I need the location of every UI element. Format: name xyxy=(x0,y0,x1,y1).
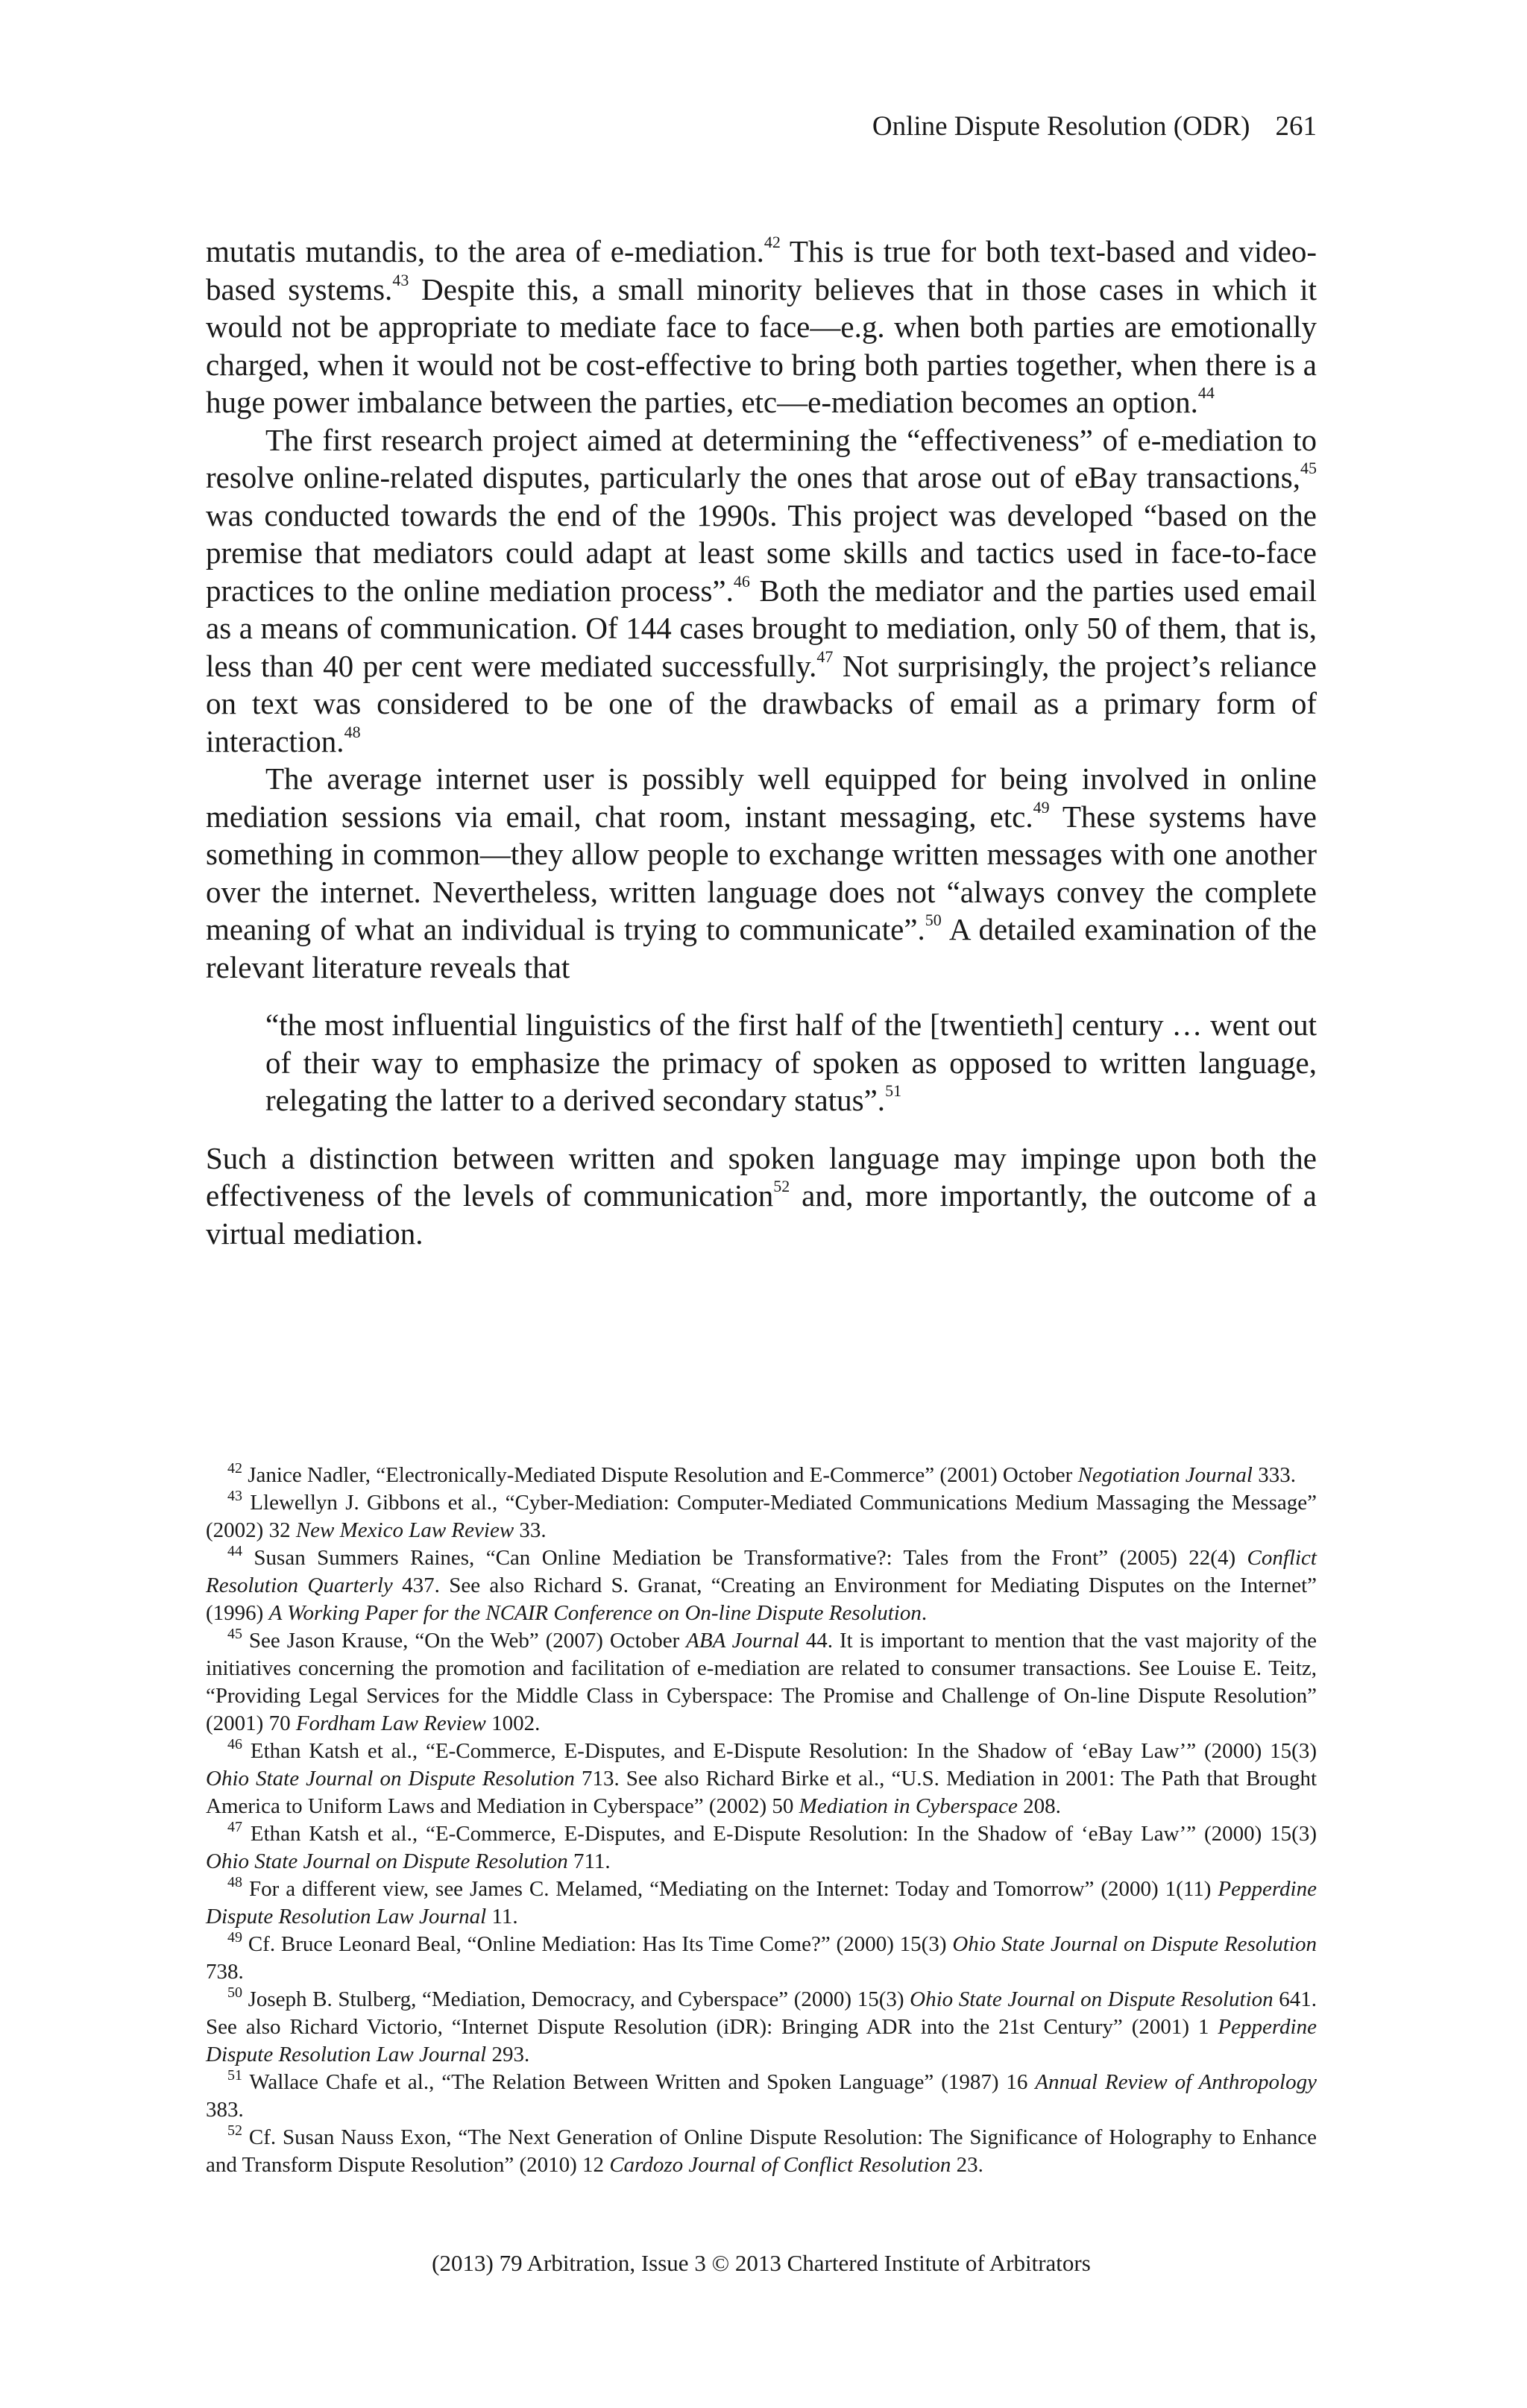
text-run: “the most influential linguistics of the first half of the [twentieth] century … went out of their way to emphasize the primacy of spoken as opposed to written language, relegating the latter to a derived secondary status”. xyxy=(265,1007,1317,1117)
footnote-italic: Ohio State Journal on Dispute Resolution xyxy=(206,1849,568,1873)
footnote-50 xyxy=(206,1986,1317,2069)
footnote-italic: Mediation in Cyberspace xyxy=(799,1794,1018,1818)
text-run: and, more importantly, the outcome of a virtual mediation. xyxy=(206,1178,1317,1251)
footnote-text: 641. See also Richard Victorio, “Internet Dispute Resolution (iDR): Bringing ADR into the 21st Century” (2001) 1 xyxy=(206,1987,1317,2039)
footnote-italic: Ohio State Journal on Dispute Resolution xyxy=(206,1767,575,1791)
footnote-italic: Conflict Resolution Quarterly xyxy=(206,1546,1317,1597)
footnote-number: 42 xyxy=(227,1460,242,1477)
footnote-text: 208. xyxy=(1017,1794,1061,1818)
footnote-number: 52 xyxy=(227,2122,242,2139)
text-run: Both the mediator and the parties used email as a means of communication. Of 144 cases brought to mediation, only 50 of them, that is, less than 40 per cent were mediated successfully. xyxy=(206,573,1317,683)
footnote-italic: Ohio State Journal on Dispute Resolution xyxy=(952,1932,1317,1956)
footnote-text: Ethan Katsh et al., “E-Commerce, E-Disputes, and E-Dispute Resolution: In the Shadow of ‘eBay Law’” (2000) 15(3) xyxy=(242,1739,1317,1763)
footnote-ref-43[interactable]: 43 xyxy=(392,270,409,289)
footnote-number: 46 xyxy=(227,1736,242,1752)
main-text xyxy=(206,233,1317,1252)
footnote-text: 711. xyxy=(567,1849,611,1873)
footnote-italic: Annual Review of Anthropology xyxy=(1035,2070,1317,2094)
footnote-italic: Cardozo Journal of Conflict Resolution xyxy=(609,2153,951,2177)
footnote-48 xyxy=(206,1876,1317,1931)
footnote-number: 43 xyxy=(227,1488,242,1504)
text-run: A detailed examination of the relevant literature reveals that xyxy=(206,912,1317,984)
footnote-italic: New Mexico Law Review xyxy=(295,1518,514,1542)
footnote-italic: Pepperdine Dispute Resolution Law Journal xyxy=(206,1877,1317,1928)
footnote-number: 44 xyxy=(227,1543,242,1559)
footnote-47 xyxy=(206,1820,1317,1876)
text-run: was conducted towards the end of the 1990s. This project was developed “based on the premise that mediators could adapt at least some skills and tactics used in face-to-face practices to the online mediation process”. xyxy=(206,497,1317,608)
footnote-italic: Fordham Law Review xyxy=(295,1711,486,1735)
footnote-43 xyxy=(206,1489,1317,1544)
block-quote xyxy=(265,1006,1317,1119)
footnote-ref-52[interactable]: 52 xyxy=(773,1177,790,1195)
footnote-italic: A Working Paper for the NCAIR Conference on On-line Dispute Resolution xyxy=(268,1601,922,1625)
footnote-text: 293. xyxy=(486,2043,530,2066)
footnote-ref-48[interactable]: 48 xyxy=(344,722,361,741)
footnote-text: Cf. Bruce Leonard Beal, “Online Mediation: Has Its Time Come?” (2000) 15(3) xyxy=(242,1932,953,1956)
footnote-italic: Negotiation Journal xyxy=(1077,1463,1253,1487)
page-number: 261 xyxy=(1275,111,1317,142)
footnote-italic: ABA Journal xyxy=(686,1629,799,1653)
footnote-49 xyxy=(206,1931,1317,1986)
running-title: Online Dispute Resolution (ODR) xyxy=(872,111,1250,142)
footnote-45 xyxy=(206,1627,1317,1738)
paragraph-3 xyxy=(206,760,1317,986)
footnote-44 xyxy=(206,1544,1317,1627)
footnote-number: 50 xyxy=(227,1984,242,2001)
footnote-text: 383. xyxy=(206,2098,244,2122)
footnote-ref-49[interactable]: 49 xyxy=(1033,797,1050,817)
running-header xyxy=(872,110,1317,142)
text-run: The average internet user is possibly well equipped for being involved in online mediation sessions via email, chat room, instant messaging, etc. xyxy=(206,761,1317,834)
paragraph-2 xyxy=(206,421,1317,761)
text-run: Such a distinction between written and spoken language may impinge upon both the effectiveness of the levels of communication xyxy=(206,1140,1317,1213)
footnote-text: 333. xyxy=(1253,1463,1296,1487)
page-footer: (2013) 79 Arbitration, Issue 3 © 2013 Chartered Institute of Arbitrators xyxy=(432,2250,1091,2276)
paragraph-4 xyxy=(206,1139,1317,1253)
footnote-text: For a different view, see James C. Melamed, “Mediating on the Internet: Today and Tomorrow” (2000) 1(11) xyxy=(242,1877,1218,1901)
footnote-text: 738. xyxy=(206,1960,244,1984)
footnotes xyxy=(206,1462,1317,2179)
footnote-text: Ethan Katsh et al., “E-Commerce, E-Disputes, and E-Dispute Resolution: In the Shadow of ‘eBay Law’” (2000) 15(3) xyxy=(242,1822,1317,1846)
footnote-ref-44[interactable]: 44 xyxy=(1197,383,1215,402)
footnote-text: See Jason Krause, “On the Web” (2007) October xyxy=(242,1629,687,1653)
footnote-number: 47 xyxy=(227,1819,242,1835)
footnote-51 xyxy=(206,2069,1317,2124)
footnote-text: 11. xyxy=(486,1905,518,1928)
footnote-ref-45[interactable]: 45 xyxy=(1300,459,1317,477)
footnote-ref-42[interactable]: 42 xyxy=(764,233,781,251)
footnote-number: 49 xyxy=(227,1929,242,1946)
footnote-text: Llewellyn J. Gibbons et al., “Cyber-Mediation: Computer-Mediated Communications Medium Massaging the Message” (2002) 32 xyxy=(206,1491,1317,1542)
footnote-italic: Pepperdine Dispute Resolution Law Journal xyxy=(206,2015,1317,2066)
footnote-ref-51[interactable]: 51 xyxy=(885,1081,902,1100)
footnote-number: 45 xyxy=(227,1626,242,1642)
text-run: Despite this, a small minority believes that in those cases in which it would not be appropriate to mediate face to face—e.g. when both parties are emotionally charged, when it would not be cost-effective to bring both parties together, when there is a huge power imbalance between the parties, etc—e-mediation becomes an option. xyxy=(206,271,1317,419)
footnote-ref-50[interactable]: 50 xyxy=(925,911,942,929)
footnote-text: Cf. Susan Nauss Exon, “The Next Generation of Online Dispute Resolution: The Significance of Holography to Enhance and Transform Dispute Resolution” (2010) 12 xyxy=(206,2125,1317,2177)
footnote-ref-46[interactable]: 46 xyxy=(733,571,750,591)
footnote-52 xyxy=(206,2124,1317,2179)
text-run: mutatis mutandis, to the area of e-mediation. xyxy=(206,234,764,268)
footnote-text: . xyxy=(921,1601,928,1625)
text-run: These systems have something in common—they allow people to exchange written messages with one another over the internet. Nevertheless, written language does not “always convey the complete meaning of what an individual is trying to communicate”. xyxy=(206,799,1317,946)
text-run: Not surprisingly, the project’s reliance on text was considered to be one of the drawbacks of email as a primary form of interaction. xyxy=(206,648,1317,758)
footnote-text: Joseph B. Stulberg, “Mediation, Democracy, and Cyberspace” (2000) 15(3) xyxy=(242,1987,910,2011)
text-run: The first research project aimed at determining the “effectiveness” of e-mediation to resolve online-related disputes, particularly the ones that arose out of eBay transactions, xyxy=(206,422,1317,494)
paragraph-1 xyxy=(206,233,1317,421)
footnote-text: 713. See also Richard Birke et al., “U.S. Mediation in 2001: The Path that Brought America to Uniform Laws and Mediation in Cyberspace” (2002) 50 xyxy=(206,1767,1317,1818)
footnote-text: 44. It is important to mention that the vast majority of the initiatives concerning the promotion and facilitation of e-mediation are related to consumer transactions. See Louise E. Teitz, “Providing Legal Services for the Middle Class in Cyberspace: The Promise and Challenge of On-line Dispute Resolution” (2001) 70 xyxy=(206,1629,1317,1735)
footnote-text: 33. xyxy=(514,1518,547,1542)
text-run: This is true for both text-based and video-based systems. xyxy=(206,234,1317,306)
footnote-text: Wallace Chafe et al., “The Relation Between Written and Spoken Language” (1987) 16 xyxy=(242,2070,1036,2094)
footnote-italic: Ohio State Journal on Dispute Resolution xyxy=(910,1987,1273,2011)
footnote-ref-47[interactable]: 47 xyxy=(816,647,834,666)
footnote-text: 23. xyxy=(951,2153,983,2177)
footnote-46 xyxy=(206,1738,1317,1820)
footnote-text: Susan Summers Raines, “Can Online Mediation be Transformative?: Tales from the Front” (2005) 22(4) xyxy=(242,1546,1247,1570)
footnote-text: 437. See also Richard S. Granat, “Creating an Environment for Mediating Disputes on the Internet” (1996) xyxy=(206,1574,1317,1625)
footnote-text: Janice Nadler, “Electronically-Mediated Dispute Resolution and E-Commerce” (2001) October xyxy=(242,1463,1078,1487)
footnote-number: 51 xyxy=(227,2067,242,2084)
footnote-42 xyxy=(206,1462,1317,1489)
footnote-text: 1002. xyxy=(485,1711,541,1735)
footnote-number: 48 xyxy=(227,1874,242,1890)
